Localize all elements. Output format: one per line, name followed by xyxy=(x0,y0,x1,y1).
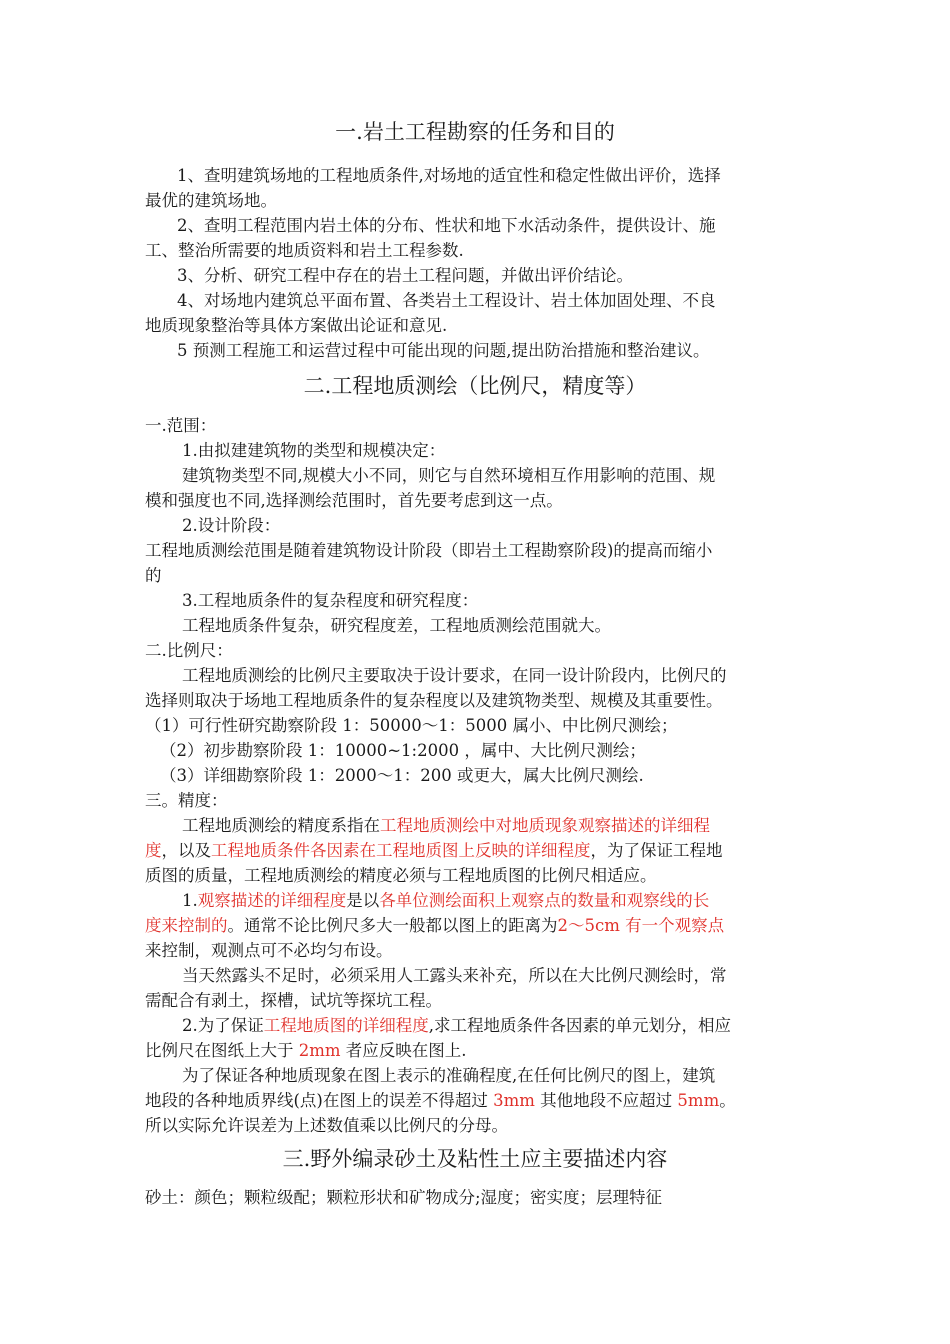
task-4-line-2: 地质现象整治等具体方案做出论证和意见. xyxy=(145,316,448,335)
scale-line-1: 工程地质测绘的比例尺主要取决于设计要求，在同一设计阶段内，比例尺的 xyxy=(182,666,727,685)
outcrop-line-1: 当天然露头不足时，必须采用人工露头来补充，所以在大比例尺测绘时，常 xyxy=(182,966,727,985)
accuracy-line-2: 地段的各种地质界线(点)在图上的误差不得超过 3mm 其他地段不应超过 5mm。 xyxy=(145,1091,736,1110)
accuracy-line-1: 为了保证各种地质现象在图上表示的准确程度,在任何比例尺的图上，建筑 xyxy=(182,1066,716,1085)
task-3-line: 3、分析、研究工程中存在的岩土工程问题，并做出评价结论。 xyxy=(177,266,633,285)
precision-line-3: 质图的质量，工程地质测绘的精度必须与工程地质图的比例尺相适应。 xyxy=(145,866,657,885)
scope-3-line: 工程地质条件复杂，研究程度差，工程地质测绘范围就大。 xyxy=(182,616,611,635)
scope-title: 一.范围： xyxy=(145,416,217,435)
outcrop-line-2: 需配合有剥土，探槽，试坑等探坑工程。 xyxy=(145,991,442,1010)
heading-field-logging: 三.野外编录砂土及粘性土应主要描述内容 xyxy=(282,1147,668,1171)
observation-line-1: 1.观察描述的详细程度是以各单位测绘面积上观察点的数量和观察线的长 xyxy=(182,891,710,910)
scale-stage-preliminary: （2）初步勘察阶段 1：10000~1:2000 ，属中、大比例尺测绘； xyxy=(160,741,646,760)
task-2-line-2: 工、整治所需要的地质资料和岩土工程参数. xyxy=(145,241,464,260)
precision-title: 三。精度： xyxy=(145,791,228,810)
scope-1-title: 1.由拟建建筑物的类型和规模决定： xyxy=(182,441,446,460)
scope-3-title: 3.工程地质条件的复杂程度和研究程度： xyxy=(182,591,479,610)
scope-2-line-1: 工程地质测绘范围是随着建筑物设计阶段（即岩土工程勘察阶段)的提高而缩小 xyxy=(145,541,713,560)
precision-line-2: 度，以及工程地质条件各因素在工程地质图上反映的详细程度，为了保证工程地 xyxy=(145,841,723,860)
heading-geologic-mapping: 二.工程地质测绘（比例尺，精度等） xyxy=(303,374,647,398)
scale-stage-feasibility: （1）可行性研究勘察阶段 1：50000～1：5000 属小、中比例尺测绘； xyxy=(145,716,678,735)
map-detail-line-1: 2.为了保证工程地质图的详细程度,求工程地质条件各因素的单元划分，相应 xyxy=(182,1016,731,1035)
task-4-line-1: 4、对场地内建筑总平面布置、各类岩土工程设计、岩土体加固处理、不良 xyxy=(177,291,716,310)
task-1-line-1: 1、查明建筑场地的工程地质条件,对场地的适宜性和稳定性做出评价，选择 xyxy=(177,166,721,185)
observation-line-2: 度来控制的。通常不论比例尺多大一般都以图上的距离为2～5cm 有一个观察点 xyxy=(145,916,725,935)
scope-1-line-1: 建筑物类型不同,规模大小不同，则它与自然环境相互作用影响的范围、规 xyxy=(182,466,716,485)
precision-line-1: 工程地质测绘的精度系指在工程地质测绘中对地质现象观察描述的详细程 xyxy=(182,816,710,835)
scope-2-title: 2.设计阶段： xyxy=(182,516,281,535)
task-5-line: 5 预测工程施工和运营过程中可能出现的问题,提出防治措施和整治建议。 xyxy=(177,341,710,360)
scale-title: 二.比例尺： xyxy=(145,641,233,660)
accuracy-line-3: 所以实际允许误差为上述数值乘以比例尺的分母。 xyxy=(145,1116,508,1135)
scale-line-2: 选择则取决于场地工程地质条件的复杂程度以及建筑物类型、规模及其重要性。 xyxy=(145,691,723,710)
observation-line-3: 来控制，观测点可不必均匀布设。 xyxy=(145,941,393,960)
scope-1-line-2: 模和强度也不同,选择测绘范围时，首先要考虑到这一点。 xyxy=(145,491,563,510)
sand-description-line: 砂土：颜色；颗粒级配；颗粒形状和矿物成分;湿度；密实度；层理特征 xyxy=(145,1188,663,1207)
task-2-line-1: 2、查明工程范围内岩土体的分布、性状和地下水活动条件，提供设计、施 xyxy=(177,216,716,235)
scale-stage-detailed: （3）详细勘察阶段 1：2000～1：200 或更大，属大比例尺测绘. xyxy=(160,766,644,785)
task-1-line-2: 最优的建筑场地。 xyxy=(145,191,277,210)
heading-tasks-purpose: 一.岩土工程勘察的任务和目的 xyxy=(335,120,615,144)
map-detail-line-2: 比例尺在图纸上大于 2mm 者应反映在图上. xyxy=(145,1041,467,1060)
scope-2-line-2: 的 xyxy=(145,566,162,585)
